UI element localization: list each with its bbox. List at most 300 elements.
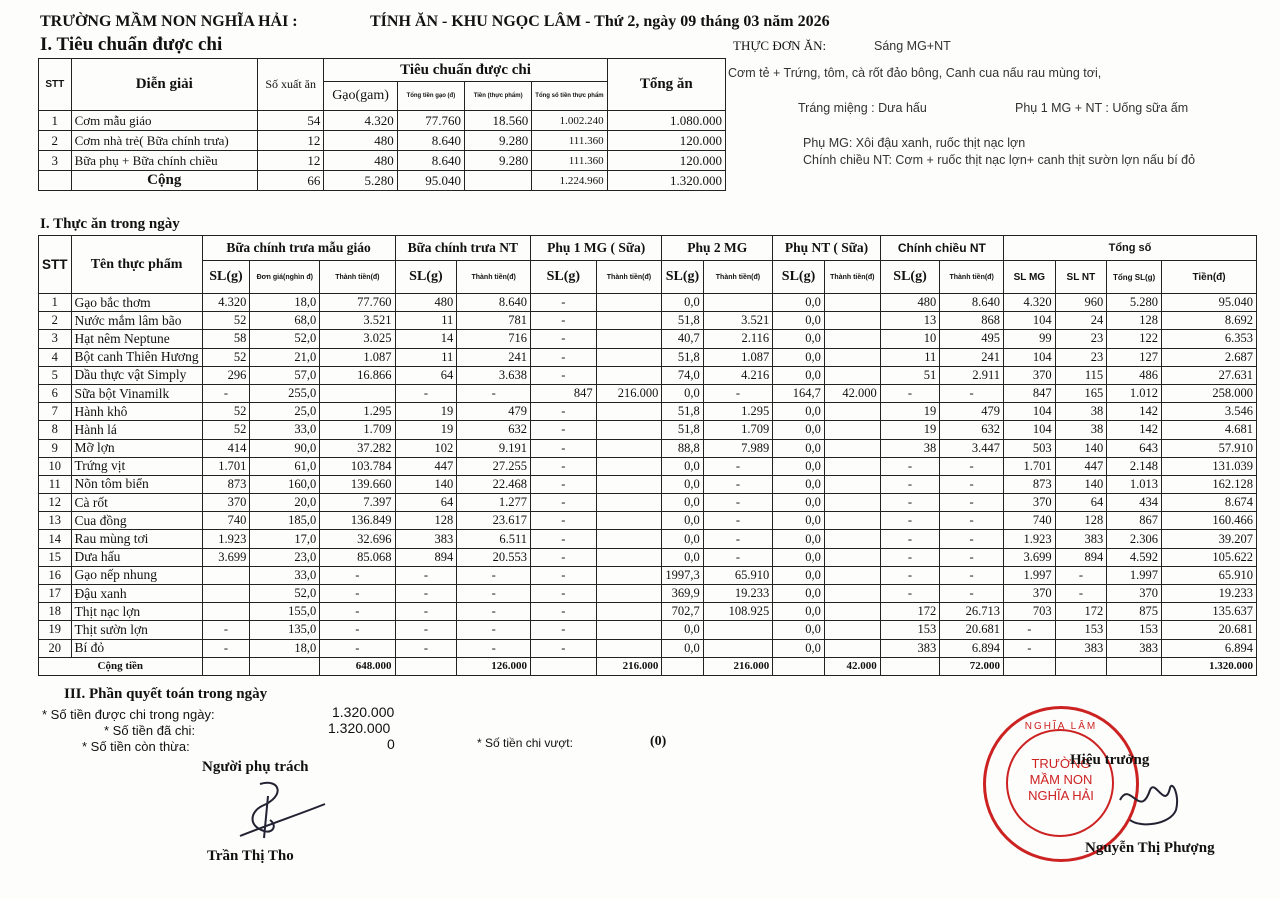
t2-cell-stt: 4	[39, 348, 72, 366]
t2-cell-sl2: 14	[395, 330, 457, 348]
t2-cell-stt: 20	[39, 639, 72, 657]
t2-cell-tt5	[824, 312, 880, 330]
t2-cell-slmg: 1.701	[1003, 457, 1055, 475]
t1-cell-so: 54	[257, 111, 323, 131]
t2-cell-tt6: -	[940, 512, 1004, 530]
settlement-label-3: * Số tiền còn thừa:	[82, 739, 190, 754]
t2-cell-tt5	[824, 330, 880, 348]
t2-cell-name: Rau mùng tơi	[71, 530, 202, 548]
t2-header-dongia: Đơn giá(nghìn đ)	[250, 261, 320, 294]
t1-cell-so: 12	[257, 131, 323, 151]
t2-cell-tien: 27.631	[1162, 366, 1257, 384]
t2-cell-name: Bột canh Thiên Hương	[71, 348, 202, 366]
stamp-top-text: NGHĨA LÂM	[1024, 721, 1098, 732]
t1-cell-c3: 111.360	[532, 151, 607, 171]
t2-cell-tien: 65.910	[1162, 566, 1257, 584]
t2-cell-dongia: 33,0	[250, 421, 320, 439]
t2-cell-tt5	[824, 512, 880, 530]
t2-cell-sl1: -	[202, 384, 250, 402]
t2-cell-stt: 12	[39, 494, 72, 512]
t2-cell-stt: 13	[39, 512, 72, 530]
t2-cell-sl5: 0,0	[773, 603, 825, 621]
t2-cell-tt1: -	[320, 585, 395, 603]
t2-cell-sl2: 894	[395, 548, 457, 566]
settlement-value-4: (0)	[650, 734, 667, 749]
t2-cell-sl4: 0,0	[662, 530, 703, 548]
t2-cell-tt2: -	[457, 384, 531, 402]
t2-cell-sl5: 0,0	[773, 457, 825, 475]
t2-cell-sl5: 0,0	[773, 512, 825, 530]
t2-cell-sl2: -	[395, 566, 457, 584]
t2-cell-sl3: -	[531, 403, 597, 421]
t2-cell-tongsl: 486	[1107, 366, 1162, 384]
t2-cell-tongsl: 370	[1107, 585, 1162, 603]
t2-cell-sl4: 0,0	[662, 494, 703, 512]
t2-cell-tien: 258.000	[1162, 384, 1257, 402]
t1-cell-c1: 8.640	[397, 151, 464, 171]
t2-cell-sl3: -	[531, 530, 597, 548]
t2-cell-sl3: -	[531, 421, 597, 439]
t2-cell-tt5	[824, 457, 880, 475]
t2-cell-slnt: 128	[1055, 512, 1107, 530]
t2-cell-sl4: 369,9	[662, 585, 703, 603]
t2-cell-stt: 14	[39, 530, 72, 548]
t2-cell-sl4: 0,0	[662, 621, 703, 639]
t2-total-label: Cộng tiền	[39, 657, 203, 675]
t2-total-t4: 216.000	[703, 657, 773, 675]
t2-row	[39, 621, 1257, 639]
t2-cell-tt4: 108.925	[703, 603, 773, 621]
t2-cell-dongia: 18,0	[250, 639, 320, 657]
t2-cell-sl1: 52	[202, 403, 250, 421]
t2-cell-sl4: 0,0	[662, 294, 703, 312]
t2-row	[39, 566, 1257, 584]
t2-cell-tt2: 20.553	[457, 548, 531, 566]
t2-cell-tongsl: 127	[1107, 348, 1162, 366]
menu-phu-mg: Phụ MG: Xôi đậu xanh, ruốc thịt nạc lợn	[803, 136, 1026, 150]
t2-cell-tt1: 1.087	[320, 348, 395, 366]
t2-header-tong-sl: Tổng SL(g)	[1107, 261, 1162, 294]
t2-cell-tongsl: 142	[1107, 403, 1162, 421]
t2-cell-sl6: 153	[880, 621, 940, 639]
t2-cell-sl6: -	[880, 384, 940, 402]
t2-cell-tt4: 7.989	[703, 439, 773, 457]
t1-cell-so: 12	[257, 151, 323, 171]
t2-cell-tien: 6.353	[1162, 330, 1257, 348]
t2-row	[39, 439, 1257, 457]
t2-cell-name: Sữa bột Vinamilk	[71, 384, 202, 402]
t1-cell-tong: 1.080.000	[607, 111, 725, 131]
t2-cell-tongsl: 122	[1107, 330, 1162, 348]
menu-session: Sáng MG+NT	[874, 39, 951, 53]
t2-cell-tt6: 479	[940, 403, 1004, 421]
t2-cell-sl6: -	[880, 585, 940, 603]
t2-cell-sl3: -	[531, 294, 597, 312]
t2-cell-tongsl: 153	[1107, 621, 1162, 639]
t1-cell-stt: 2	[39, 131, 72, 151]
t2-cell-sl2: 128	[395, 512, 457, 530]
stamp-line-1: TRƯỜNG	[1031, 756, 1091, 771]
t2-cell-tt2: 27.255	[457, 457, 531, 475]
t1-cell-name: Cơm mẫu giáo	[71, 111, 257, 131]
t2-cell-sl1: 4.320	[202, 294, 250, 312]
t2-row	[39, 530, 1257, 548]
t2-cell-tt6: -	[940, 585, 1004, 603]
t2-cell-sl3: -	[531, 457, 597, 475]
t2-cell-tt5	[824, 494, 880, 512]
t2-cell-sl5: 0,0	[773, 530, 825, 548]
t2-cell-sl4: 0,0	[662, 457, 703, 475]
t2-cell-sl5: 0,0	[773, 621, 825, 639]
t2-cell-slnt: 24	[1055, 312, 1107, 330]
t2-cell-tt6: -	[940, 384, 1004, 402]
t2-cell-sl4: 1997,3	[662, 566, 703, 584]
t2-cell-dongia: 52,0	[250, 330, 320, 348]
t1-cell-stt: 3	[39, 151, 72, 171]
t2-cell-tt4: 3.521	[703, 312, 773, 330]
settlement-label-4: * Số tiền chi vượt:	[477, 736, 573, 750]
t1-cell-name: Cơm nhà trẻ( Bữa chính trưa)	[71, 131, 257, 151]
t2-cell-name: Nõn tôm biển	[71, 475, 202, 493]
t2-cell-tt1: 1.709	[320, 421, 395, 439]
t2-cell-dongia: 61,0	[250, 457, 320, 475]
t2-cell-slnt: 383	[1055, 639, 1107, 657]
t2-cell-tt4: 1.087	[703, 348, 773, 366]
t2-cell-stt: 15	[39, 548, 72, 566]
t2-cell-dongia: 135,0	[250, 621, 320, 639]
t2-cell-tt6: 495	[940, 330, 1004, 348]
t1-cell-gao: 480	[324, 151, 397, 171]
t2-cell-sl2: 11	[395, 312, 457, 330]
t2-cell-tien: 8.674	[1162, 494, 1257, 512]
t2-cell-tt3	[596, 366, 662, 384]
t2-cell-sl1: 52	[202, 421, 250, 439]
t2-cell-tt6: 2.911	[940, 366, 1004, 384]
t2-cell-stt: 8	[39, 421, 72, 439]
t2-cell-tt6: -	[940, 475, 1004, 493]
t1-row	[39, 151, 726, 171]
t2-cell-tt4: -	[703, 530, 773, 548]
settlement-label-1: * Số tiền được chi trong ngày:	[42, 707, 215, 722]
t2-header-g1: Bữa chính trưa mẫu giáo	[202, 236, 395, 261]
t2-cell-tt5	[824, 621, 880, 639]
t2-cell-tien: 20.681	[1162, 621, 1257, 639]
t2-cell-stt: 10	[39, 457, 72, 475]
t2-cell-sl2: 480	[395, 294, 457, 312]
t2-cell-sl2: 19	[395, 403, 457, 421]
section-1-title: I. Tiêu chuẩn được chi	[40, 34, 223, 55]
settlement-value-1: 1.320.000	[332, 704, 395, 720]
t2-header-g6: Chính chiều NT	[880, 236, 1003, 261]
t2-cell-sl3: -	[531, 494, 597, 512]
t2-cell-dongia: 255,0	[250, 384, 320, 402]
t2-cell-name: Gạo bắc thơm	[71, 294, 202, 312]
t2-cell-tt6: -	[940, 494, 1004, 512]
t2-header-g2: Bữa chính trưa NT	[395, 236, 531, 261]
t2-cell-tt4	[703, 639, 773, 657]
t2-cell-tt5	[824, 548, 880, 566]
t2-row	[39, 512, 1257, 530]
t2-cell-name: Trứng vịt	[71, 457, 202, 475]
t2-cell-tt4: 65.910	[703, 566, 773, 584]
t2-row	[39, 494, 1257, 512]
t2-cell-tt2: 241	[457, 348, 531, 366]
settlement-label-2: * Số tiền đã chi:	[104, 723, 196, 738]
t2-cell-slmg: 1.923	[1003, 530, 1055, 548]
t2-cell-stt: 11	[39, 475, 72, 493]
t2-header-tt-1: Thành tiền(đ)	[320, 261, 395, 294]
t2-cell-slnt: -	[1055, 585, 1107, 603]
t2-row	[39, 366, 1257, 384]
t2-cell-tt2: 3.638	[457, 366, 531, 384]
t2-cell-tongsl: 4.592	[1107, 548, 1162, 566]
t2-cell-tien: 162.128	[1162, 475, 1257, 493]
t2-cell-tien: 4.681	[1162, 421, 1257, 439]
t2-cell-slmg: 370	[1003, 366, 1055, 384]
t2-cell-tt2: 716	[457, 330, 531, 348]
t2-header-sl-nt: SL NT	[1055, 261, 1107, 294]
t1-cell-gao: 4.320	[324, 111, 397, 131]
food-table	[38, 235, 1257, 676]
t2-cell-tt4: -	[703, 384, 773, 402]
t2-cell-slmg: -	[1003, 621, 1055, 639]
t1-row	[39, 111, 726, 131]
t2-cell-slmg: 873	[1003, 475, 1055, 493]
t2-cell-slmg: 370	[1003, 494, 1055, 512]
t2-cell-tt1: 1.295	[320, 403, 395, 421]
t2-cell-dongia: 90,0	[250, 439, 320, 457]
t2-cell-sl6: 13	[880, 312, 940, 330]
t1-cell-c3: 1.002.240	[532, 111, 607, 131]
t2-cell-sl5: 0,0	[773, 421, 825, 439]
t2-cell-sl6: 19	[880, 421, 940, 439]
t2-cell-tt1: 3.521	[320, 312, 395, 330]
t2-cell-sl1: -	[202, 639, 250, 657]
t2-header-sl-6: SL(g)	[880, 261, 940, 294]
t2-cell-tt6: -	[940, 457, 1004, 475]
t2-cell-tongsl: 643	[1107, 439, 1162, 457]
t2-cell-slnt: 64	[1055, 494, 1107, 512]
t2-cell-name: Nước mắm lâm bão	[71, 312, 202, 330]
t2-cell-tt3	[596, 494, 662, 512]
t2-header-g3: Phụ 1 MG ( Sữa)	[531, 236, 662, 261]
t2-header-tien: Tiền(đ)	[1162, 261, 1257, 294]
t2-cell-tt3	[596, 457, 662, 475]
t2-cell-tt6: 3.447	[940, 439, 1004, 457]
t1-row	[39, 131, 726, 151]
t2-cell-tt5	[824, 348, 880, 366]
t2-cell-sl1: 52	[202, 348, 250, 366]
t2-cell-sl6: 19	[880, 403, 940, 421]
t2-cell-tt1: 77.760	[320, 294, 395, 312]
t2-cell-tongsl: 2.148	[1107, 457, 1162, 475]
t2-cell-name: Hành khô	[71, 403, 202, 421]
t2-cell-stt: 16	[39, 566, 72, 584]
t2-cell-stt: 6	[39, 384, 72, 402]
t2-cell-tt3	[596, 348, 662, 366]
t2-cell-slnt: 153	[1055, 621, 1107, 639]
t2-cell-tien: 8.692	[1162, 312, 1257, 330]
t1-cell-c1: 77.760	[397, 111, 464, 131]
t2-cell-sl3: -	[531, 639, 597, 657]
t1-total-c3: 1.224.960	[532, 171, 607, 191]
t2-cell-tt6: 26.713	[940, 603, 1004, 621]
t2-cell-tt5	[824, 566, 880, 584]
t2-cell-sl4: 40,7	[662, 330, 703, 348]
t1-cell-stt: 1	[39, 111, 72, 131]
t2-cell-slmg: 1.997	[1003, 566, 1055, 584]
t2-cell-slmg: 104	[1003, 312, 1055, 330]
t2-cell-tt1: 103.784	[320, 457, 395, 475]
t2-cell-stt: 19	[39, 621, 72, 639]
t2-cell-slmg: 740	[1003, 512, 1055, 530]
t2-cell-slnt: 115	[1055, 366, 1107, 384]
t2-cell-sl5: 0,0	[773, 366, 825, 384]
t2-cell-name: Hành lá	[71, 421, 202, 439]
t2-cell-sl3: -	[531, 439, 597, 457]
t2-cell-sl2: 140	[395, 475, 457, 493]
t2-cell-sl6: 480	[880, 294, 940, 312]
t2-cell-tt5	[824, 366, 880, 384]
menu-phu1: Phụ 1 MG + NT : Uống sữa ấm	[1015, 101, 1189, 115]
t2-row	[39, 585, 1257, 603]
t2-cell-sl1: 52	[202, 312, 250, 330]
t2-cell-tt2: -	[457, 566, 531, 584]
t1-header-so-xuat: Số xuất ăn	[257, 59, 323, 111]
t2-cell-tt6: -	[940, 548, 1004, 566]
t2-cell-stt: 2	[39, 312, 72, 330]
t2-cell-tt1: 16.866	[320, 366, 395, 384]
t2-cell-dongia: 57,0	[250, 366, 320, 384]
t2-cell-sl5: 0,0	[773, 585, 825, 603]
t2-cell-sl5: 0,0	[773, 494, 825, 512]
t1-header-dien-giai: Diễn giải	[71, 59, 257, 111]
t2-cell-sl6: 172	[880, 603, 940, 621]
t2-cell-tt5	[824, 585, 880, 603]
t2-cell-slnt: 383	[1055, 530, 1107, 548]
t2-cell-sl5: 0,0	[773, 348, 825, 366]
t2-cell-name: Dầu thực vật Simply	[71, 366, 202, 384]
t1-total-tong: 1.320.000	[607, 171, 725, 191]
t2-cell-sl2: -	[395, 639, 457, 657]
t2-cell-tt4: 1.295	[703, 403, 773, 421]
t2-cell-sl1: 370	[202, 494, 250, 512]
t2-cell-dongia: 33,0	[250, 566, 320, 584]
t2-header-tt-4: Thành tiền(đ)	[703, 261, 773, 294]
t2-cell-stt: 9	[39, 439, 72, 457]
t2-cell-name: Cà rốt	[71, 494, 202, 512]
t2-cell-name: Thịt nạc lợn	[71, 603, 202, 621]
t2-cell-tt2: 23.617	[457, 512, 531, 530]
t2-cell-tien: 39.207	[1162, 530, 1257, 548]
t2-cell-tt1: -	[320, 603, 395, 621]
t2-cell-tt3	[596, 439, 662, 457]
t1-cell-c2: 18.560	[465, 111, 532, 131]
t2-total-t2: 126.000	[457, 657, 531, 675]
t2-cell-sl2: -	[395, 384, 457, 402]
t2-cell-slnt: 960	[1055, 294, 1107, 312]
t2-cell-tongsl: 875	[1107, 603, 1162, 621]
t2-cell-slnt: 172	[1055, 603, 1107, 621]
t2-cell-sl4: 0,0	[662, 475, 703, 493]
t2-cell-tien: 105.622	[1162, 548, 1257, 566]
t1-cell-name: Bữa phụ + Bữa chính chiều	[71, 151, 257, 171]
t2-header-g4: Phụ 2 MG	[662, 236, 773, 261]
t2-cell-dongia: 20,0	[250, 494, 320, 512]
t1-cell-c2: 9.280	[465, 131, 532, 151]
t2-cell-tien: 19.233	[1162, 585, 1257, 603]
t2-cell-tongsl: 1.013	[1107, 475, 1162, 493]
t2-cell-sl5: 0,0	[773, 475, 825, 493]
t2-row	[39, 475, 1257, 493]
t2-cell-dongia: 23,0	[250, 548, 320, 566]
t2-cell-sl6: -	[880, 494, 940, 512]
t2-cell-slnt: 140	[1055, 475, 1107, 493]
t2-row	[39, 639, 1257, 657]
t2-cell-sl5: 0,0	[773, 330, 825, 348]
t2-cell-tt3	[596, 403, 662, 421]
t2-cell-sl4: 51,8	[662, 348, 703, 366]
t2-cell-sl2: 64	[395, 366, 457, 384]
t2-cell-tongsl: 142	[1107, 421, 1162, 439]
t2-cell-tt2: 22.468	[457, 475, 531, 493]
t2-cell-sl1	[202, 603, 250, 621]
t2-cell-tongsl: 434	[1107, 494, 1162, 512]
t2-cell-tongsl: 1.997	[1107, 566, 1162, 584]
t2-cell-tt4	[703, 294, 773, 312]
t2-cell-name: Hạt nêm Neptune	[71, 330, 202, 348]
t2-header-name: Tên thực phẩm	[71, 236, 202, 294]
t2-cell-name: Cua đồng	[71, 512, 202, 530]
t2-cell-name: Đậu xanh	[71, 585, 202, 603]
t1-header-gao: Gạo(gam)	[324, 82, 397, 111]
t2-cell-sl1: 58	[202, 330, 250, 348]
t1-total-c1: 95.040	[397, 171, 464, 191]
t2-cell-sl4: 0,0	[662, 639, 703, 657]
t2-total-t1: 648.000	[320, 657, 395, 675]
t2-cell-slmg: -	[1003, 639, 1055, 657]
t2-cell-tien: 135.637	[1162, 603, 1257, 621]
t2-cell-slnt: 894	[1055, 548, 1107, 566]
t2-cell-name: Thịt sườn lợn	[71, 621, 202, 639]
t2-cell-slmg: 370	[1003, 585, 1055, 603]
t2-cell-sl4: 702,7	[662, 603, 703, 621]
t2-cell-tt1: 136.849	[320, 512, 395, 530]
page-title: TÍNH ĂN - KHU NGỌC LÂM - Thứ 2, ngày 09 tháng 03 năm 2026	[370, 13, 830, 30]
menu-chinh-chieu: Chính chiều NT: Cơm + ruốc thịt nạc lợn+ canh thịt sườn lợn nấu bí đỏ	[803, 153, 1196, 167]
t2-cell-dongia: 18,0	[250, 294, 320, 312]
t2-cell-tt6: 20.681	[940, 621, 1004, 639]
t2-cell-tt5	[824, 439, 880, 457]
t2-cell-tongsl: 867	[1107, 512, 1162, 530]
t2-cell-sl3: -	[531, 566, 597, 584]
t2-cell-sl2: 64	[395, 494, 457, 512]
t2-cell-slnt: 38	[1055, 421, 1107, 439]
t2-row	[39, 403, 1257, 421]
t2-cell-sl6: -	[880, 457, 940, 475]
t2-cell-sl4: 0,0	[662, 548, 703, 566]
settlement-title: III. Phần quyết toán trong ngày	[64, 686, 268, 702]
t1-header-c3: Tổng số tiền thực phẩm	[532, 82, 607, 111]
t2-cell-slnt: 447	[1055, 457, 1107, 475]
t2-cell-sl3: -	[531, 548, 597, 566]
t2-cell-sl2: 19	[395, 421, 457, 439]
t2-cell-sl5: 0,0	[773, 566, 825, 584]
signer-left-title: Người phụ trách	[202, 759, 309, 775]
t2-row	[39, 312, 1257, 330]
t2-cell-tien: 95.040	[1162, 294, 1257, 312]
t2-cell-tt5	[824, 294, 880, 312]
